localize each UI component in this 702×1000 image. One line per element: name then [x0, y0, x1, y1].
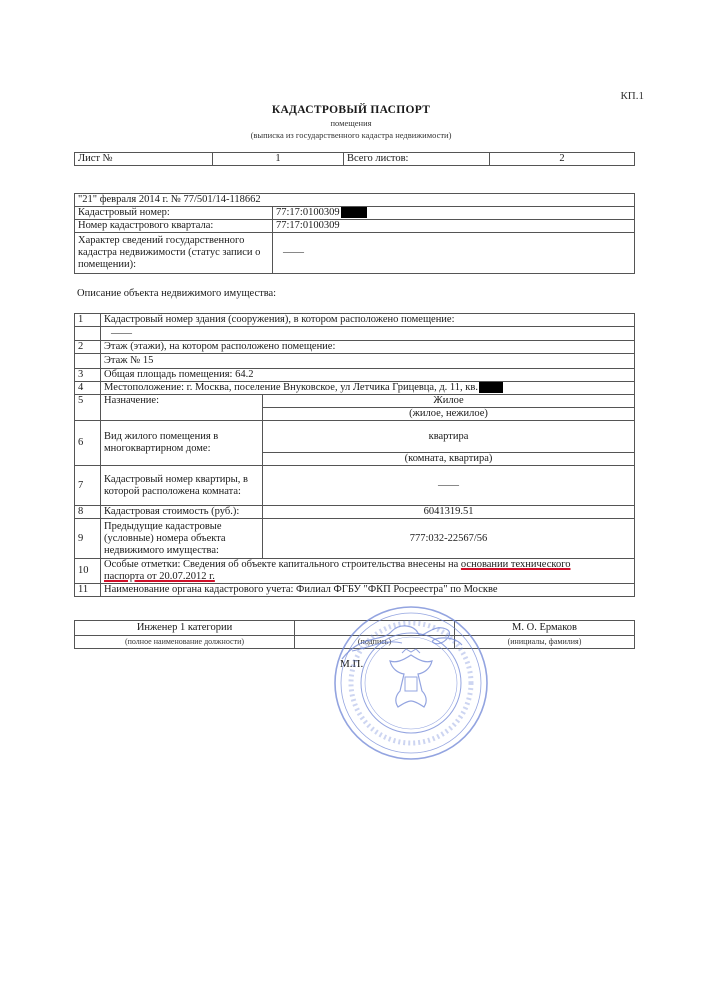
special-marks-underlined: основании технического [460, 559, 571, 570]
row-number: 7 [75, 466, 101, 506]
name-hint: (инициалы, фамилия) [455, 636, 635, 649]
area-text: Общая площадь помещения: 64.2 [101, 369, 635, 382]
row-number: 9 [75, 519, 101, 559]
redaction-block [479, 382, 503, 393]
official-stamp [322, 603, 500, 763]
floor-label: Этаж (этажи), на котором расположено помещение: [101, 341, 635, 354]
apartment-number-label: Кадастровый номер квартиры, в которой расположена комната: [101, 466, 263, 506]
dwelling-type-label: Вид жилого помещения в многоквартирном доме: [101, 421, 263, 466]
stamp-mark: М.П. [340, 658, 364, 670]
special-marks-cell [101, 559, 635, 584]
date-line: "21" февраля 2014 г. № 77/501/14-118662 [75, 194, 635, 207]
purpose-value: Жилое [263, 395, 635, 408]
property-table [74, 313, 635, 597]
header-table [74, 193, 635, 274]
location-cell [101, 382, 635, 395]
document-title: КАДАСТРОВЫЙ ПАСПОРТ [271, 104, 431, 116]
row-number-empty [75, 354, 101, 369]
row-number: 8 [75, 506, 101, 519]
building-number-label: Кадастровый номер здания (сооружения), в котором расположено помещение: [101, 314, 635, 327]
special-marks-line2: паспорта от 20.07.2012 г. [104, 571, 215, 582]
purpose-hint: (жилое, нежилое) [263, 408, 635, 421]
purpose-label: Назначение: [101, 395, 263, 421]
building-number-value: —— [101, 327, 635, 341]
registry-office-text: Наименование органа кадастрового учета: Филиал ФГБУ "ФКП Росреестра" по Москве [101, 584, 635, 597]
total-sheets-label: Всего листов: [344, 153, 490, 166]
description-heading: Описание объекта недвижимого имущества: [77, 288, 277, 299]
dwelling-type-value: квартира [263, 421, 635, 453]
row-number: 3 [75, 369, 101, 382]
row-number: 6 [75, 421, 101, 466]
row-number: 4 [75, 382, 101, 395]
location-text: Местоположение: г. Москва, поселение Внуковское, ул Летчика Грицевца, д. 11, кв. [104, 382, 478, 393]
row-number: 5 [75, 395, 101, 421]
row-number: 11 [75, 584, 101, 597]
cadastral-number-cell [273, 207, 635, 220]
sheet-table [74, 152, 635, 166]
total-sheets-value: 2 [490, 153, 635, 166]
special-marks-text: Особые отметки: Сведения об объекте капитального строительства внесены на [104, 559, 461, 570]
row-number: 1 [75, 314, 101, 327]
floor-value: Этаж № 15 [101, 354, 635, 369]
sheet-value: 1 [213, 153, 344, 166]
name-value: М. О. Ермаков [455, 621, 635, 636]
quarter-value: 77:17:0100309 [273, 220, 635, 233]
signature-hint: (подпись) [295, 636, 455, 649]
cadastral-number-label: Кадастровый номер: [75, 207, 273, 220]
quarter-label: Номер кадастрового квартала: [75, 220, 273, 233]
position-value: Инженер 1 категории [75, 621, 295, 636]
dwelling-type-hint: (комната, квартира) [263, 453, 635, 466]
row-number: 2 [75, 341, 101, 354]
position-hint: (полное наименование должности) [75, 636, 295, 649]
redaction-block [341, 207, 367, 218]
document-subtitle-note: (выписка из государственного кадастра недвижимости) [250, 130, 452, 140]
document-subtitle: помещения [330, 118, 372, 128]
sheet-label: Лист № [75, 153, 213, 166]
previous-numbers-value: 777:032-22567/56 [263, 519, 635, 559]
status-value: —— [273, 233, 635, 274]
row-number: 10 [75, 559, 101, 584]
cadastral-value: 6041319.51 [263, 506, 635, 519]
apartment-number-value: —— [263, 466, 635, 506]
status-label: Характер сведений государственного кадастра недвижимости (статус записи о помещении): [75, 233, 273, 274]
row-number-empty [75, 327, 101, 341]
cadastral-value-label: Кадастровая стоимость (руб.): [101, 506, 263, 519]
previous-numbers-label: Предыдущие кадастровые (условные) номера объекта недвижимого имущества: [101, 519, 263, 559]
cadastral-number-value: 77:17:0100309 [276, 207, 340, 218]
form-code: КП.1 [620, 90, 644, 102]
